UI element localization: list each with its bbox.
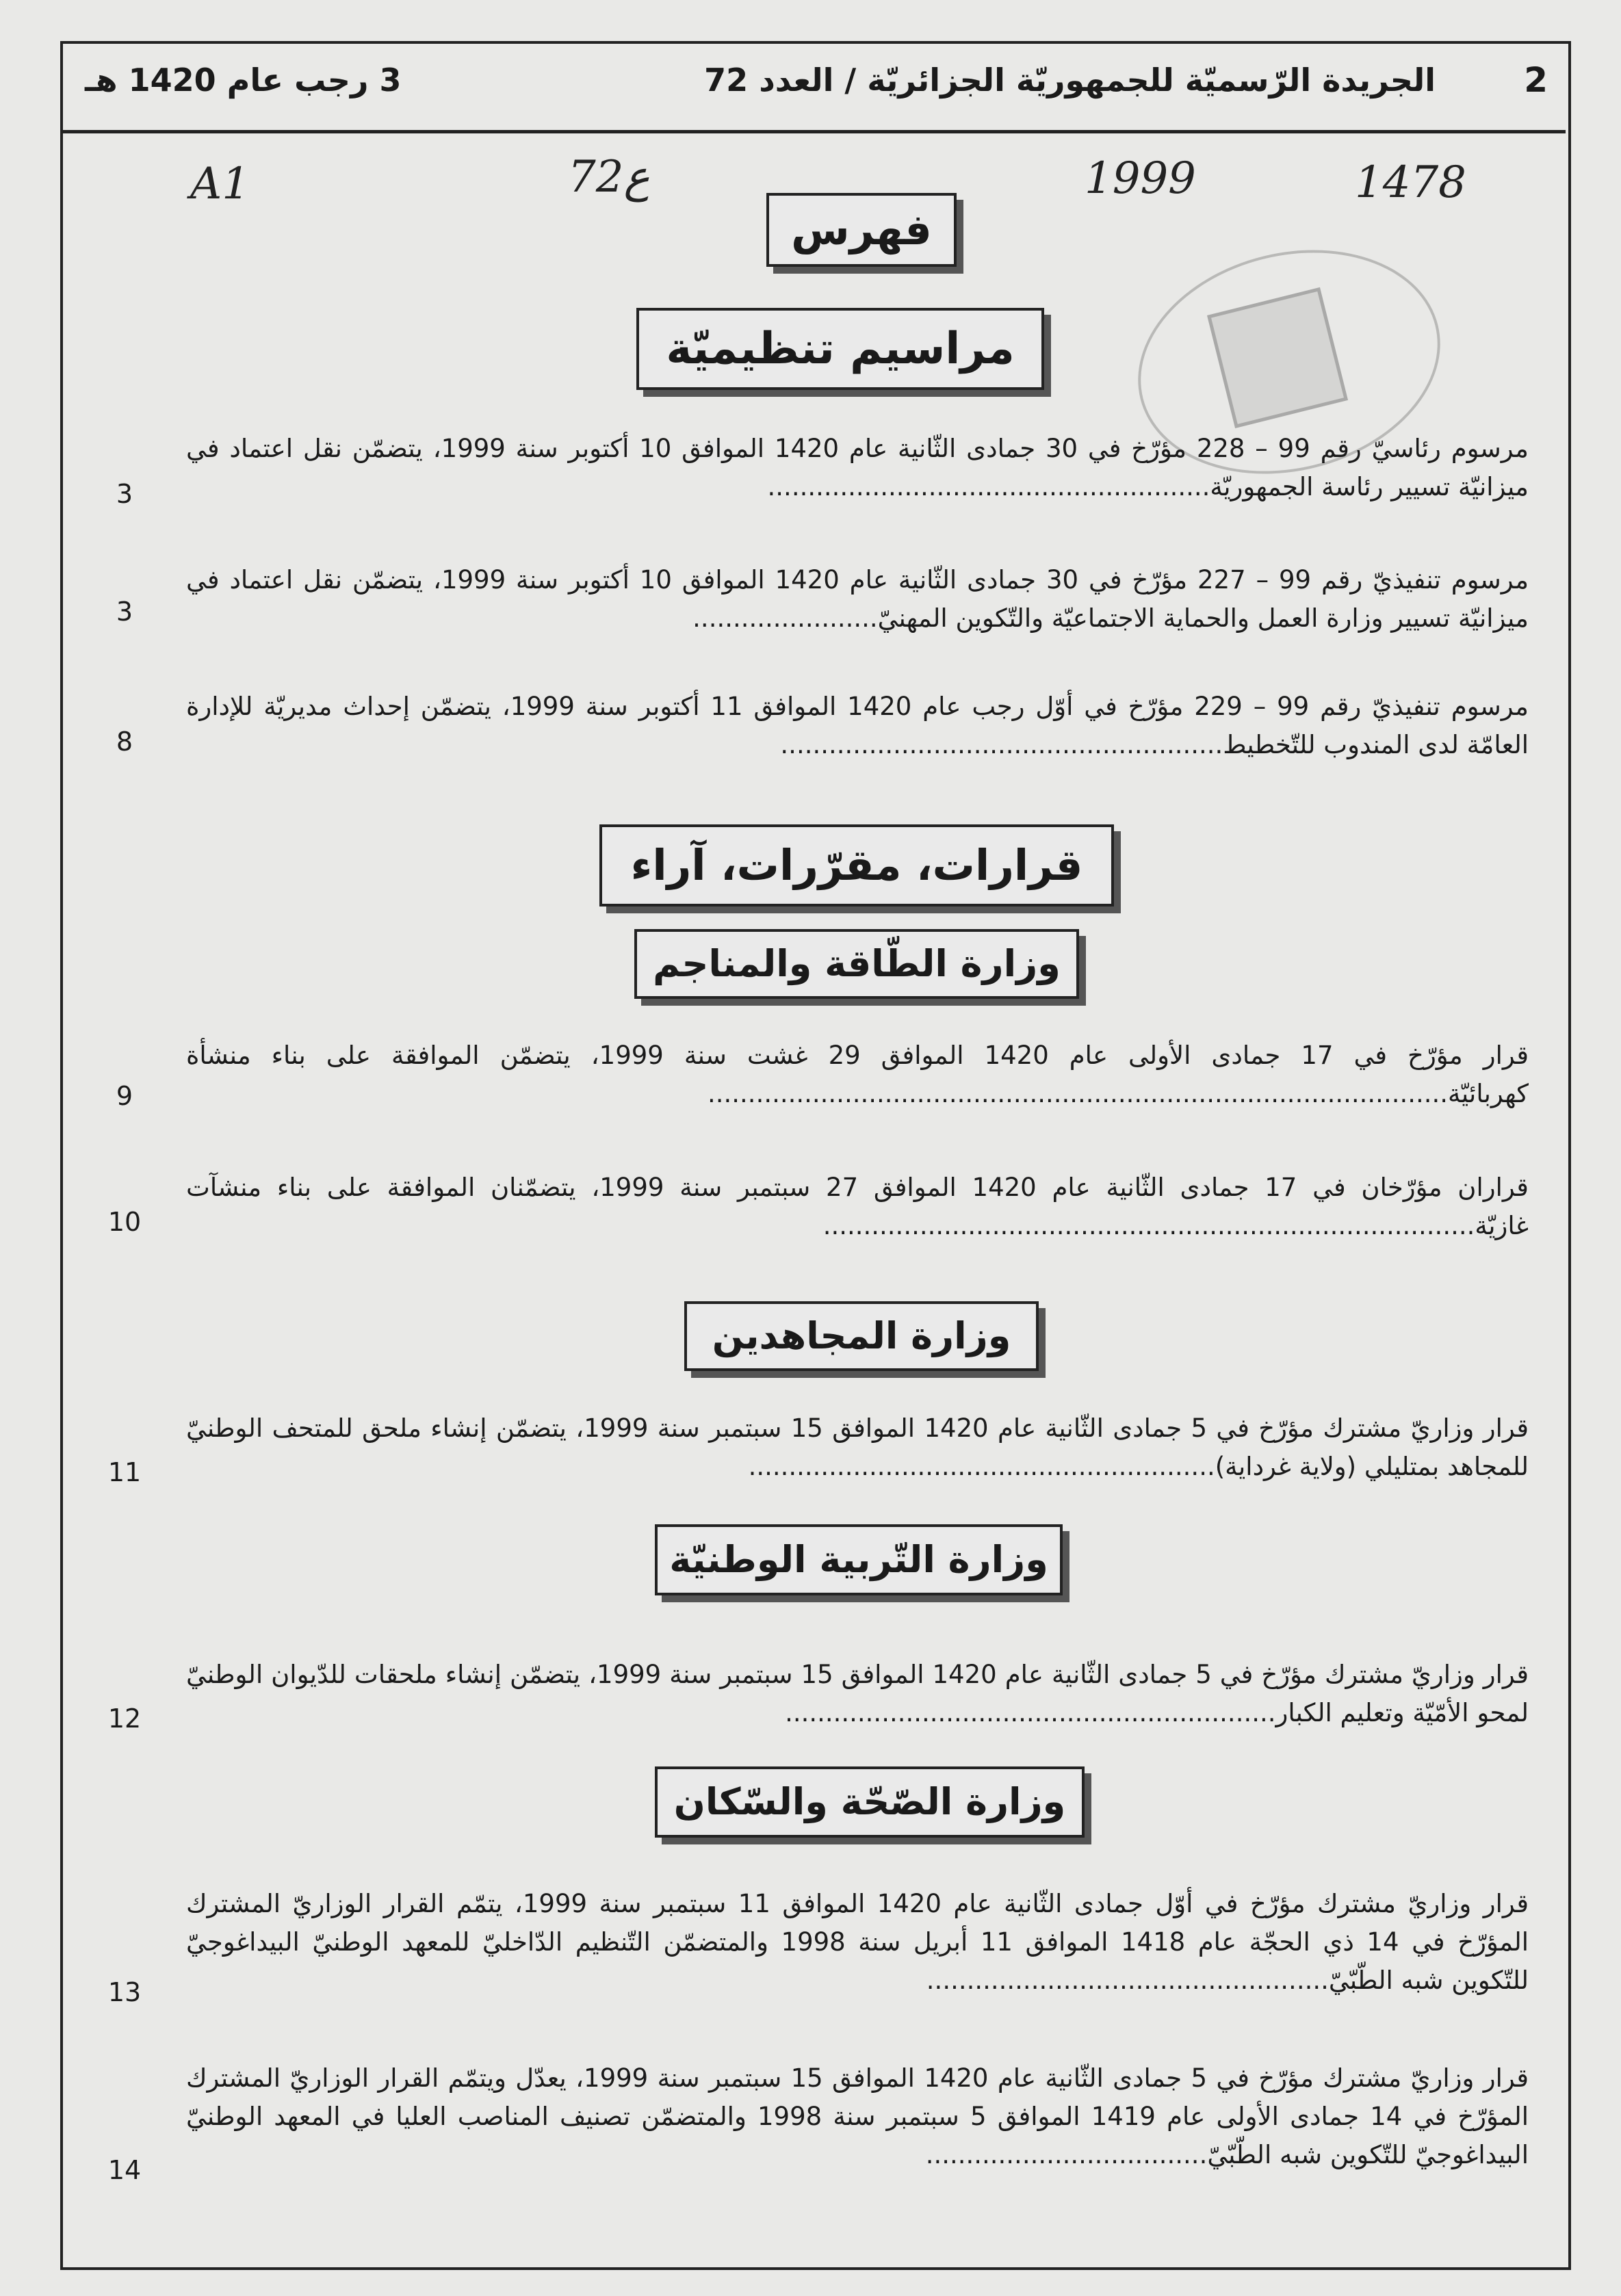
toc-entry: قرار وزاريّ مشترك مؤرّخ في 5 جمادى الثّانية عام 1420 الموافق 15 سبتمبر سنة 1999، يتضمّن إنشاء ملحقات للدّيوان الوطنيّ لمحو الأمّيّة وتعليم الكبار............................................................. (186, 1660, 1529, 1727)
section-ministry-health: وزارة الصّحّة والسّكان (655, 1766, 1085, 1838)
handwritten-year: 1999 (1085, 153, 1196, 204)
page-number: 2 (1524, 60, 1548, 100)
toc-entry: مرسوم تنفيذيّ رقم 99 – 229 مؤرّخ في أوّل رجب عام 1420 الموافق 11 أكتوبر سنة 1999، يتضمّن إحداث مديريّة للإدارة العامّة لدى المندوب للتّخطيط....................................................... (186, 692, 1529, 759)
handwritten-number: 1478 (1355, 157, 1466, 208)
section-regulatory-decrees: مراسيم تنظيميّة (636, 308, 1044, 390)
toc-entry: قرار مؤرّخ في 17 جمادى الأولى عام 1420 الموافق 29 غشت سنة 1999، يتضمّن الموافقة على بناء منشأة كهربائيّة............................................................................................ (186, 1041, 1529, 1108)
toc-entry: مرسوم رئاسيّ رقم 99 – 228 مؤرّخ في 30 جمادى الثّانية عام 1420 الموافق 10 أكتوبر سنة 1999، يتضمّن نقل اعتماد في ميزانيّة تسيير رئاسة الجمهوريّة....................................................... (186, 434, 1529, 501)
journal-title: الجريدة الرّسميّة للجمهوريّة الجزائريّة / العدد 72 (704, 62, 1436, 99)
stamp-emblem (1207, 287, 1348, 428)
toc-page-number: 11 (107, 1457, 142, 1487)
issue-date: 3 رجب عام 1420 هـ (85, 62, 402, 99)
toc-entry: قرار وزاريّ مشترك مؤرّخ في 5 جمادى الثّانية عام 1420 الموافق 15 سبتمبر سنة 1999، يعدّل ويتمّم القرار الوزاريّ المشترك المؤرّخ في 14 جمادى الأولى عام 1419 الموافق 5 سبتمبر سنة 1998 والمتضمّن تصنيف المناصب العليا في المعهد الوطنيّ البيداغوجيّ للتّكوين شبه الطّبّيّ................................... (186, 2063, 1529, 2169)
toc-page-number: 13 (107, 1977, 142, 2007)
toc-page-number: 8 (116, 727, 133, 757)
toc-entry: قرار وزاريّ مشترك مؤرّخ في 5 جمادى الثّانية عام 1420 الموافق 15 سبتمبر سنة 1999، يتضمّن إنشاء ملحق للمتحف الوطنيّ للمجاهد بمتليلي (ولاية غرداية).......................................................... (186, 1413, 1529, 1481)
toc-page-number: 10 (107, 1207, 142, 1237)
toc-entry: قرار وزاريّ مشترك مؤرّخ في أوّل جمادى الثّانية عام 1420 الموافق 11 سبتمبر سنة 1999، يتمّم القرار الوزاريّ المشترك المؤرّخ في 14 ذي الحجّة عام 1418 الموافق 11 أبريل سنة 1998 والمتضمّن التّنظيم الدّاخليّ للمعهد الوطنيّ البيداغوجيّ للتّكوين شبه الطّبّيّ.................................................. (186, 1889, 1529, 1995)
page-header (60, 41, 1566, 133)
handwritten-note-1: A1 (190, 159, 250, 209)
section-ministry-education: وزارة التّربية الوطنيّة (655, 1524, 1063, 1595)
toc-page-number: 3 (116, 597, 133, 627)
toc-entry: قراران مؤرّخان في 17 جمادى الثّانية عام 1420 الموافق 27 سبتمبر سنة 1999، يتضمّنان الموافقة على بناء منشآت غازيّة................................................................................. (186, 1173, 1529, 1240)
section-ministry-energy: وزارة الطّاقة والمناجم (634, 929, 1079, 999)
section-ministry-mujahidin: وزارة المجاهدين (684, 1301, 1039, 1371)
toc-page-number: 3 (116, 479, 133, 509)
index-title: فهرس (766, 193, 957, 267)
handwritten-note-2: 72ع (568, 152, 650, 203)
toc-page-number: 9 (116, 1081, 133, 1111)
section-decisions: قرارات، مقرّرات، آراء (599, 824, 1114, 906)
toc-page-number: 12 (107, 1704, 142, 1734)
toc-page-number: 14 (107, 2155, 142, 2185)
toc-entry: مرسوم تنفيذيّ رقم 99 – 227 مؤرّخ في 30 جمادى الثّانية عام 1420 الموافق 10 أكتوبر سنة 1999، يتضمّن نقل اعتماد في ميزانيّة تسيير وزارة العمل والحماية الاجتماعيّة والتّكوين المهنيّ....................... (186, 565, 1529, 633)
